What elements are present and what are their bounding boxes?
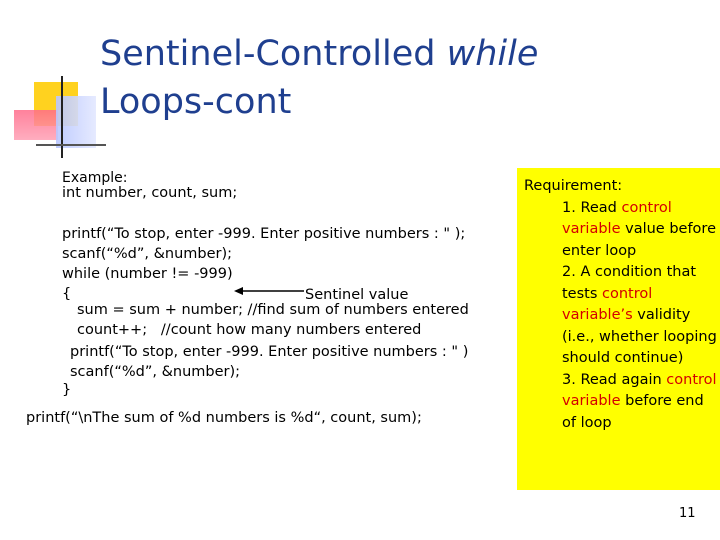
requirement-item-2-prefix: 2. A condition that tests (562, 264, 697, 302)
requirement-item-1-emphasis: control variable (562, 199, 672, 237)
code-declaration: int number, count, sum; (62, 185, 238, 201)
slide-title (100, 30, 538, 126)
requirement-item-2-emphasis: control variable’s (562, 285, 653, 323)
requirement-item-3 (524, 370, 718, 435)
requirement-item-3-suffix: before end of loop (562, 393, 704, 431)
code-open-brace: { (62, 286, 72, 302)
requirement-item-2-suffix: validity (i.e., whether looping should continue) (562, 307, 717, 366)
code-scanf-2: scanf(“%d”, &number); (70, 364, 241, 380)
logo-horizontal-line (36, 144, 106, 146)
code-final-printf: printf(“\nThe sum of %d numbers is %d“, count, sum); (26, 410, 422, 426)
requirement-panel (524, 176, 718, 434)
sentinel-annotation: Sentinel value (305, 287, 409, 303)
logo-pink-block (14, 110, 58, 140)
code-sum: sum = sum + number; //find sum of numbers entered (77, 302, 469, 318)
page-number: 11 (679, 506, 696, 521)
arrow-left-icon (234, 286, 304, 296)
code-printf-2: printf(“To stop, enter -999. Enter positive numbers : " ) (70, 344, 469, 360)
requirement-item-1-prefix: 1. Read (562, 199, 622, 216)
requirement-item-1-suffix: value before enter loop (562, 221, 716, 259)
requirement-item-3-prefix: 3. Read again (562, 371, 667, 388)
title-keyword: while (446, 34, 539, 74)
requirement-item-2 (524, 262, 718, 370)
requirement-item-1 (524, 198, 718, 263)
example-label: Example: (62, 170, 128, 186)
title-text: Sentinel-Controlled (100, 34, 447, 74)
code-while: while (number != -999) (62, 266, 233, 282)
code-close-brace: } (62, 382, 72, 398)
code-count: count++; //count how many numbers entered (77, 322, 422, 338)
code-printf-1: printf(“To stop, enter -999. Enter positive numbers : " ); (62, 226, 466, 242)
title-text-line2: Loops-cont (100, 82, 292, 122)
code-scanf-1: scanf(“%d”, &number); (62, 246, 233, 262)
requirement-item-3-emphasis: control variable (562, 371, 717, 409)
requirement-heading: Requirement: (524, 178, 623, 194)
